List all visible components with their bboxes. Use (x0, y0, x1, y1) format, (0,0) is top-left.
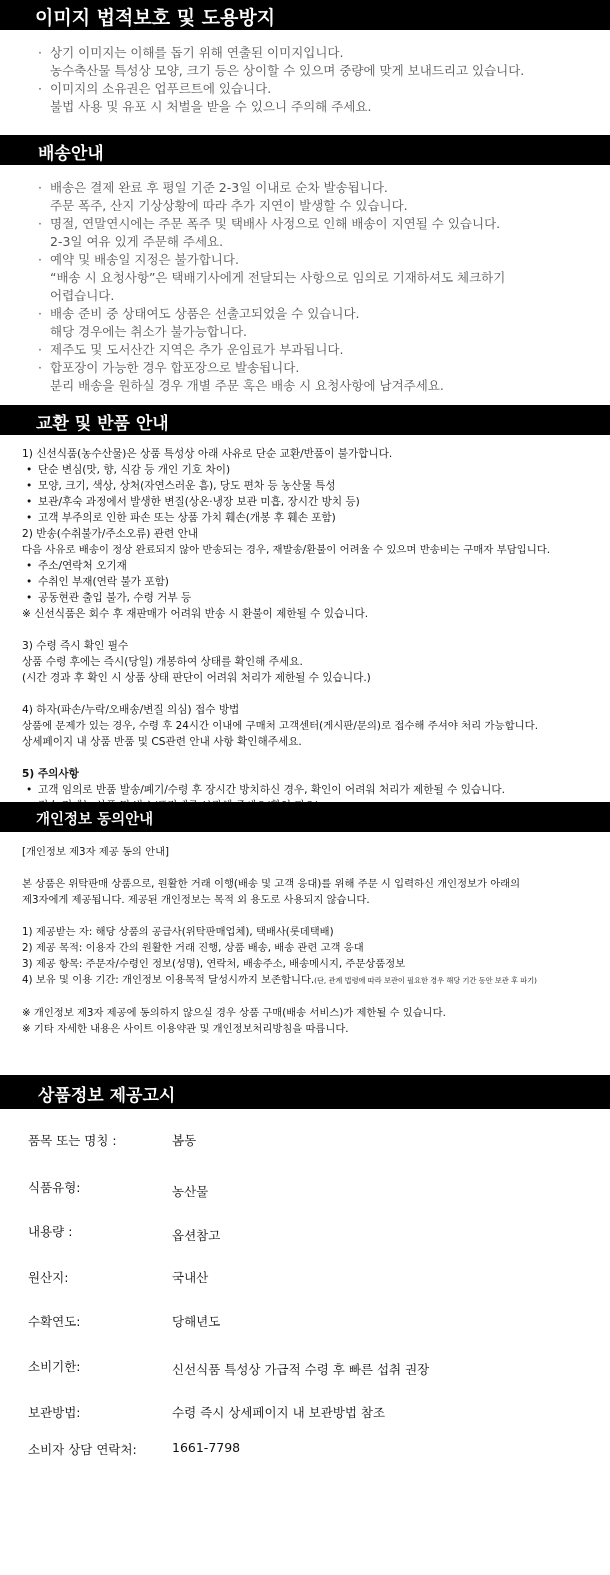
section-title: 개인정보 동의안내 (36, 812, 154, 828)
section-title: 상품정보 제공고시 (38, 1086, 176, 1106)
list-item: · 제주도 및 도서산간 지역은 추가 운임료가 부과됩니다. (38, 342, 344, 357)
section-title: 교환 및 반품 안내 (36, 414, 169, 434)
list-item: • 주소/연락처 오기재 (26, 560, 127, 572)
list-item: • 단순 변심(맛, 향, 식감 등 개인 기호 차이) (26, 464, 231, 476)
list-item: • 보관/후숙 과정에서 발생한 변질(상온·냉장 보관 미흡, 장시간 방치 등) (26, 496, 360, 508)
list-item: • 고객 부주의로 인한 파손 또는 상품 가치 훼손(개봉 후 훼손 포함) (26, 512, 336, 524)
exchange-return-notice: 1) 신선식품(농수산물)은 상품 특성상 아래 사유로 단순 교환/반품이 불가합니다. • 단순 변심(맛, 향, 식감 등 개인 기호 차이) • 모양, 크기, 색상, 상처(자연스러운 흠), 당도 편차 등 농산물 특성 • 보관/후숙 과정에서 발생한 변질(상온·냉장 보관 미흡, 장시간 방치 등) • 고객 부주의로 인한 파손 또는 상품 가치 훼손(개봉 후 훼손 포함) 2) 반송(수취불가/주소오류) 관련 안내 다음 사유로 배송이 정상 완료되지 않아 반송되는 경우, 재발송/환불이 어려울 수 있으며 반송비는 구매자 부담입니다. • 주소/연락처 오기재 • 수취인 부재(연락 불가 포함) • 공동현관 출입 불가, 수령 거부 등 ※ 신선식품은 회수 후 재판매가 어려워 반송 시 환불이 제한될 수 있습니다. 3) 수령 즉시 확인 필수 상품 수령 후에는 즉시(당일) 개봉하여 상태를 확인해 주세요. (시간 경과 후 확인 시 상품 상태 판단이 어려워 처리가 제한될 수 있습니다.) 4) 하자(파손/누락/오배송/변질 의심) 접수 방법 상품에 문제가 있는 경우, 수령 후 24시간 이내에 구매처 고객센터(게시판/문의)로 접수해 주셔야 처리 가능합니다. 상세페이지 내 상품 반품 및 CS관련 안내 사항 확인해주세요. 5) 주의사항 • 고객 임의로 반품 발송/폐기/수령 후 장시간 방치하신 경우, 확인이 어려워 처리가 제한될 수 있습니다. (22, 446, 608, 814)
list-item: · 배송 준비 중 상태여도 상품은 선출고되었을 수 있습니다. 해당 경우에는 취소가 불가능합니다. (38, 306, 360, 339)
list-item: · 배송은 결제 완료 후 평일 기준 2-3일 이내로 순차 발송됩니다. 주문 폭주, 산지 기상상황에 따라 추가 지연이 발생할 수 있습니다. (38, 180, 408, 213)
section-header-exchange-return (0, 405, 610, 435)
list-item: · 상기 이미지는 이해를 돕기 위해 연출된 이미지입니다. 농수축산물 특성상 모양, 크기 등은 상이할 수 있으며 중량에 맞게 보내드리고 있습니다. (38, 45, 525, 78)
list-item: • 고객 임의로 반품 발송/폐기/수령 후 장시간 방치하신 경우, 확인이 어려워 처리가 제한될 수 있습니다. (26, 784, 505, 796)
list-item: · 예약 및 배송일 지정은 불가합니다. “배송 시 요청사항”은 택배기사에게 전달되는 사항으로 임의로 기재하셔도 체크하기 어렵습니다. (38, 252, 506, 303)
list-item: • 수취인 부재(연락 불가 포함) (26, 576, 169, 588)
list-item: • 공동현관 출입 불가, 수령 거부 등 (26, 592, 192, 604)
privacy-notice: [개인정보 제3자 제공 동의 안내] 본 상품은 위탁판매 상품으로, 원활한 거래 이행(배송 및 고객 응대)를 위해 주문 시 입력하신 개인정보가 아래의 제3자에게 제공됩니다. 제공된 개인정보는 목적 외 용도로 사용되지 않습니다. 1) 제공받는 자: 해당 상품의 공급사(위탁판매업체), 택배사(롯데택배) 2) 제공 목적: 이용자 간의 원활한 거래 진행, 상품 배송, 배송 관련 고객 응대 3) 제공 항목: 주문자/수령인 정보(성명), 연락처, 배송주소, 배송메시지, 주문상품정보 4) 보유 및 이용 기간: 개인정보 이용목적 달성시까지 보존합니다.(단, 관계 법령에 따라 보관이 필요한 경우 해당 기간 동안 보관 후 파기) ※ 개인정보 제3자 제공에 동의하지 않으실 경우 상품 구매(배송 서비스)가 제한될 수 있습니다. ※ 기타 자세한 내용은 사이트 이용약관 및 개인정보처리방침을 따릅니다. (22, 846, 537, 1035)
image-protection-notice (0, 44, 610, 116)
section-header-product-info (0, 1075, 610, 1109)
section-header-shipping (0, 135, 610, 165)
list-item: • 모양, 크기, 색상, 상처(자연스러운 흠), 당도 편차 등 농산물 특성 (26, 480, 336, 492)
section-title: 이미지 법적보호 및 도용방지 (35, 7, 276, 29)
section-header-privacy (0, 802, 610, 832)
section-header-image-protection (0, 0, 610, 30)
section-title: 배송안내 (38, 144, 104, 164)
list-item: · 이미지의 소유권은 업푸르트에 있습니다. 불법 사용 및 유포 시 처벌을 받을 수 있으니 주의해 주세요. (38, 81, 372, 114)
list-item: · 합포장이 가능한 경우 합포장으로 발송됩니다. 분리 배송을 원하실 경우 개별 주문 혹은 배송 시 요청사항에 남겨주세요. (38, 360, 444, 393)
shipping-notice (0, 179, 610, 395)
list-item: · 명절, 연말연시에는 주문 폭주 및 택배사 사정으로 인해 배송이 지연될 수 있습니다. 2-3일 여유 있게 주문해 주세요. (38, 216, 501, 249)
